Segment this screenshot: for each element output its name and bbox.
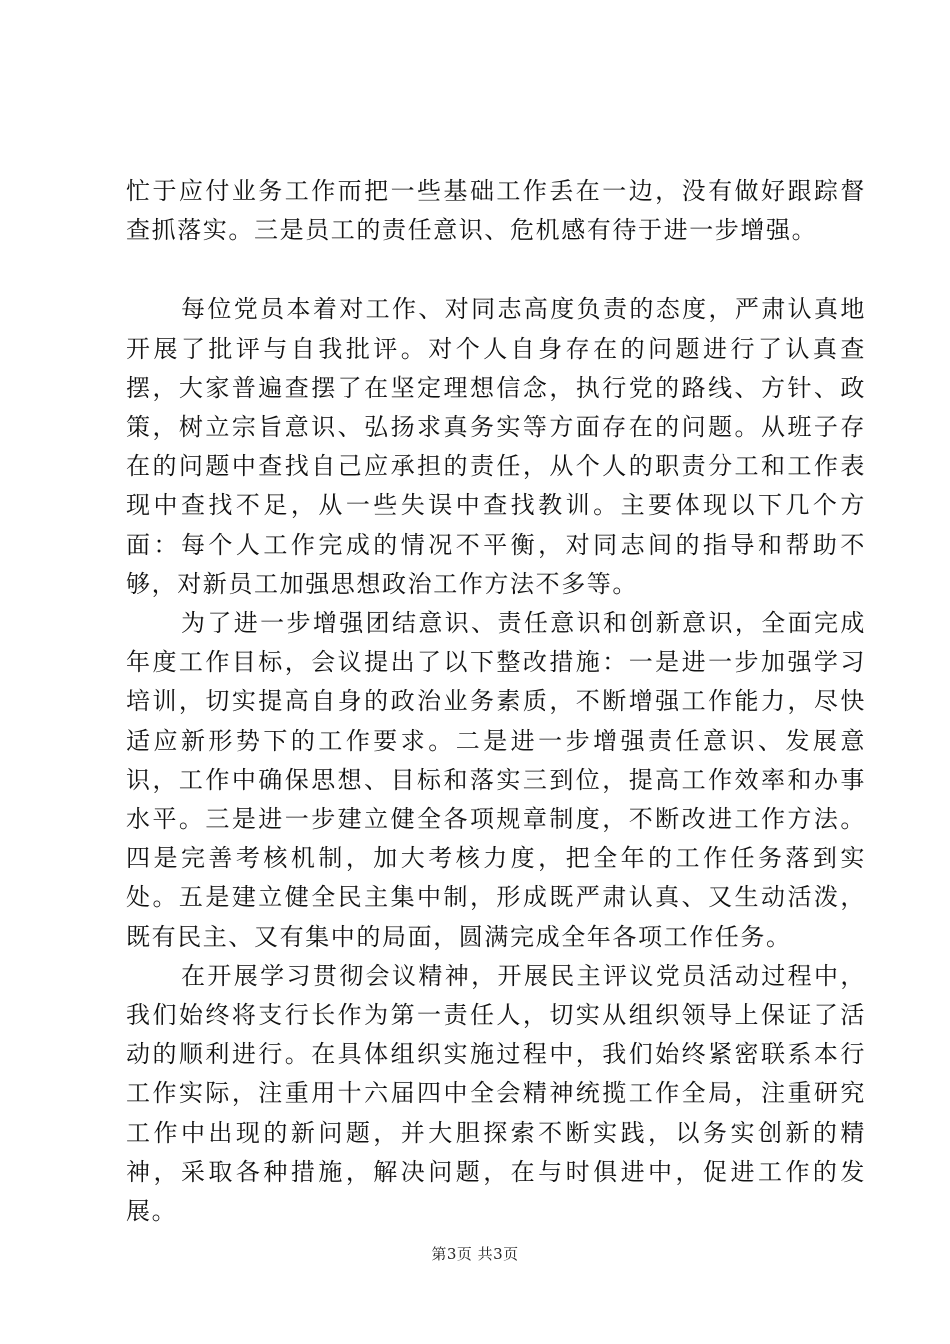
paragraph-implementation: 在开展学习贯彻会议精神，开展民主评议党员活动过程中，我们始终将支行长作为第一责任人，切实从组织领导上保证了活动的顺利进行。在具体组织实施过程中，我们始终紧密联系本行工作实际，注重用十六届四中全会精神统揽工作全局，注重研究工作中出现的新问题，并大胆探索不断实践，以务实创新的精神，采取各种措施，解决问题，在与时俱进中，促进工作的发展。	[126, 961, 866, 1226]
page-total: 共3页	[477, 1245, 519, 1263]
paragraph-gap	[126, 250, 866, 290]
page-footer	[0, 1243, 950, 1264]
document-body	[126, 172, 866, 1231]
paragraph-criticism: 每位党员本着对工作、对同志高度负责的态度，严肃认真地开展了批评与自我批评。对个人自身存在的问题进行了认真查摆，大家普遍查摆了在坚定理想信念，执行党的路线、方针、政策，树立宗旨意识、弘扬求真务实等方面存在的问题。从班子存在的问题中查找自己应承担的责任，从个人的职责分工和工作表现中查找不足，从一些失误中查找教训。主要体现以下几个方面：每个人工作完成的情况不平衡，对同志间的指导和帮助不够，对新员工加强思想政治工作方法不多等。	[126, 295, 866, 598]
page-number: 第3页	[431, 1245, 473, 1263]
paragraph-rectification-measures: 为了进一步增强团结意识、责任意识和创新意识，全面完成年度工作目标，会议提出了以下整改措施：一是进一步加强学习培训，切实提高自身的政治业务素质，不断增强工作能力，尽快适应新形势下的工作要求。二是进一步增强责任意识、发展意识，工作中确保思想、目标和落实三到位，提高工作效率和办事水平。三是进一步建立健全各项规章制度，不断改进工作方法。四是完善考核机制，加大考核力度，把全年的工作任务落到实处。五是建立健全民主集中制，形成既严肃认真、又生动活泼，既有民主、又有集中的局面，圆满完成全年各项工作任务。	[126, 609, 866, 951]
paragraph-continuation: 忙于应付业务工作而把一些基础工作丢在一边，没有做好跟踪督查抓落实。三是员工的责任意识、危机感有待于进一步增强。	[126, 177, 866, 245]
